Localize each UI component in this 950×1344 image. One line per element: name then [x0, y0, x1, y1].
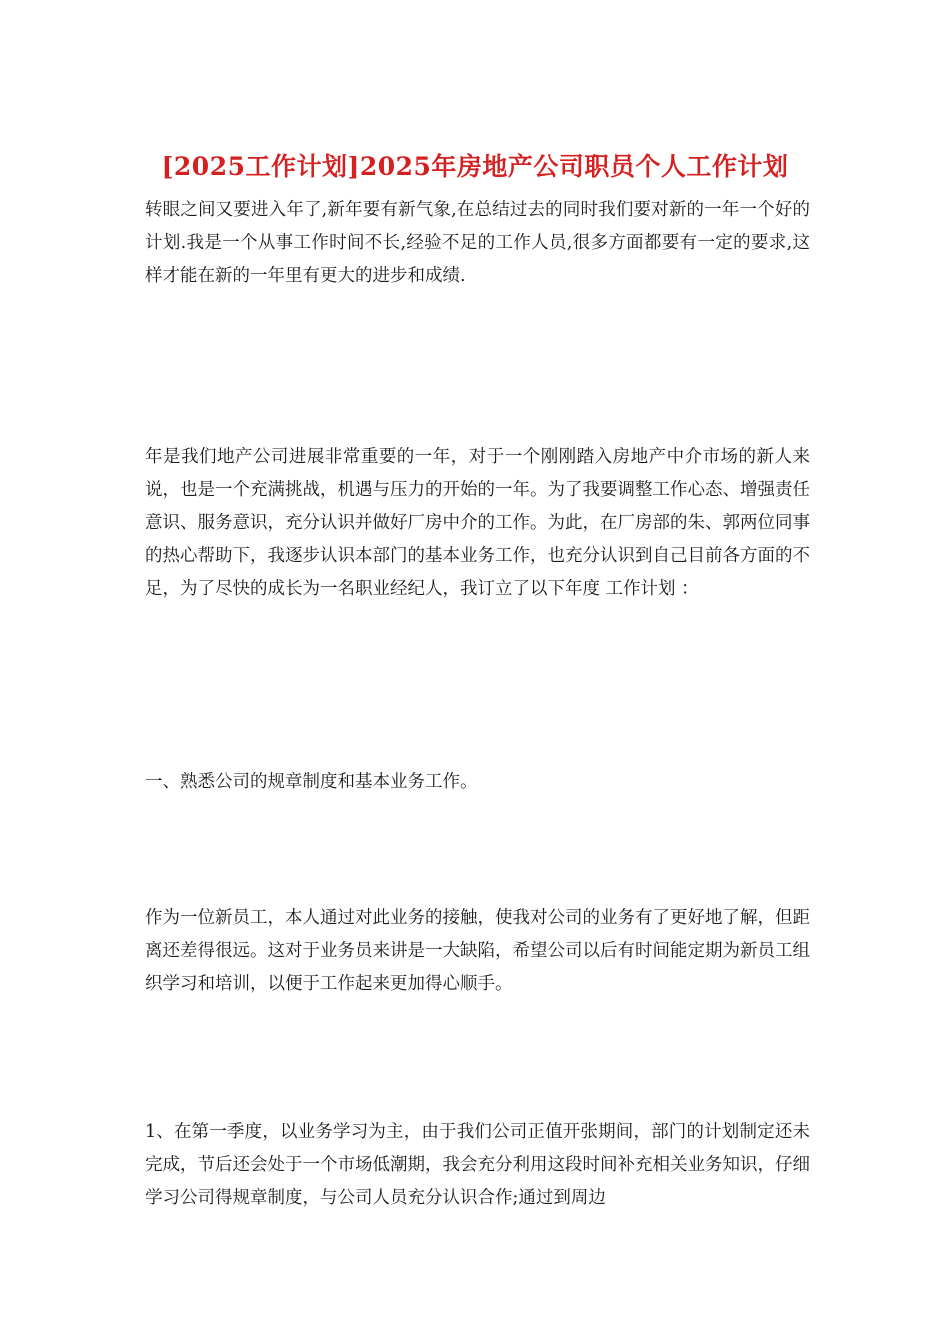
annual-overview-paragraph: 年是我们地产公司进展非常重要的一年，对于一个刚刚踏入房地产中介市场的新人来说，也是一个充满挑战，机遇与压力的开始的一年。为了我要调整工作心态、增强责任意识、服务意识，充分认识并做好厂房中介的工作。为此，在厂房部的朱、郭两位同事的热心帮助下，我逐步认识本部门的基本业务工作，也充分认识到自己目前各方面的不足，为了尽快的成长为一名职业经纪人，我订立了以下年度 工作计划 ：: [145, 447, 810, 599]
intro-paragraph: 转眼之间又要进入年了,新年要有新气象,在总结过去的同时我们要对新的一年一个好的计划.我是一个从事工作时间不长,经验不足的工作人员,很多方面都要有一定的要求,这样才能在新的一年里有更大的进步和成绩.: [145, 200, 810, 286]
first-quarter-paragraph: 1、在第一季度，以业务学习为主，由于我们公司正值开张期间，部门的计划制定还未完成，节后还会处于一个市场低潮期，我会充分利用这段时间补充相关业务知识，仔细学习公司得规章制度，与公司人员充分认识合作;通过到周边: [145, 1122, 810, 1208]
section-heading-one: 一、熟悉公司的规章制度和基本业务工作。: [145, 772, 478, 792]
new-employee-paragraph: 作为一位新员工，本人通过对此业务的接触，使我对公司的业务有了更好地了解，但距离还差得很远。这对于业务员来讲是一大缺陷，希望公司以后有时间能定期为新员工组织学习和培训，以便于工作起来更加得心顺手。: [145, 908, 810, 994]
document-title: [2025工作计划]2025年房地产公司职员个人工作计划: [161, 152, 789, 181]
